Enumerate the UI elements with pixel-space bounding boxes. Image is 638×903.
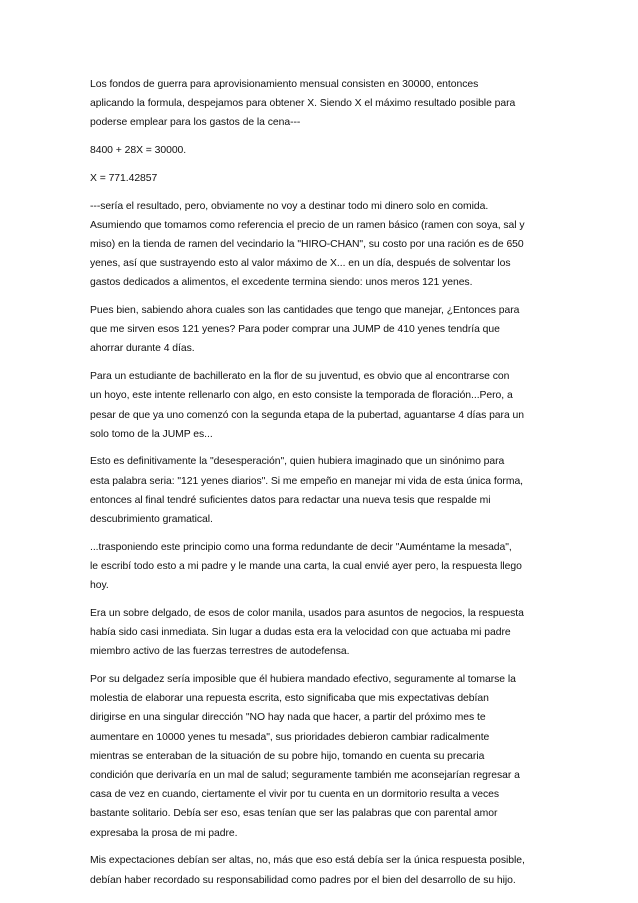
- paragraph: [90, 141, 558, 160]
- text-line: le escribí todo esto a mi padre y le mande una carta, la cual envié ayer pero, la respuesta llego: [90, 560, 522, 572]
- text-line: que me sirven esos 121 yenes? Para poder comprar una JUMP de 410 yenes tendría que: [90, 324, 500, 336]
- text-line: casa de vez en cuando, ciertamente el vivir por tu cuenta en un dormitorio resulta a veces: [90, 789, 500, 801]
- text-line: pesar de que ya uno comenzó con la segunda etapa de la pubertad, aguantarse 4 días para un: [90, 409, 524, 421]
- text-line: hoy.: [90, 580, 109, 592]
- text-line: condición que derivaría en un mal de salud; seguramente también me aconsejarían regresar a: [90, 770, 520, 781]
- text-line: Mis expectaciones debían ser altas, no, más que eso está debía ser la única respuesta posible,: [90, 855, 525, 867]
- text-line: aumentare en 10000 yenes tu mesada", sus prioridades debieron cambiar radicalmente: [90, 731, 490, 743]
- paragraph: [90, 169, 558, 188]
- text-line: entonces al final tendré suficientes datos para redactar una nueva tesis que respalde mi: [90, 494, 491, 506]
- text-line: aplicando la formula, despejamos para obtener X. Siendo X el máximo resultado posible para: [90, 98, 516, 110]
- text-line: molestia de elaborar una repuesta escrita, esto significaba que mis expectativas debían: [90, 693, 489, 705]
- text-line: un hoyo, este intente rellenarlo con algo, en esto consiste la temporada de floración...Pero, a: [90, 390, 513, 402]
- text-line: X = 771.42857: [90, 172, 158, 184]
- text-line: gastos dedicados a alimentos, el excedente termina siendo: unos meros 121 yenes.: [90, 277, 473, 289]
- text-line: debían haber recordado su responsabilidad como padres por el bien del desarrollo de su hijo.: [90, 874, 516, 886]
- text-line: Por su delgadez sería imposible que él hubiera mandado efectivo, seguramente al tomarse la: [90, 673, 516, 685]
- text-line: Para un estudiante de bachillerato en la flor de su juventud, es obvio que al encontrarse con: [90, 371, 510, 383]
- paragraph: [90, 670, 558, 843]
- text-line: Era un sobre delgado, de esos de color manila, usados para asuntos de negocios, la respuesta: [90, 607, 524, 619]
- document-body: [90, 75, 558, 890]
- paragraph: [90, 75, 558, 133]
- text-line: yenes, así que sustrayendo esto al valor máximo de X... en un día, después de solventar los: [90, 258, 511, 270]
- text-line: descubrimiento gramatical.: [90, 514, 213, 526]
- paragraph: [90, 452, 558, 529]
- text-line: bastante solitario. Debía ser eso, esas tenían que ser las palabras que con parental amor: [90, 808, 498, 820]
- text-line: Pues bien, sabiendo ahora cuales son las cantidades que tengo que manejar, ¿Entonces para: [90, 305, 520, 317]
- text-line: dirigirse en una singular dirección "NO hay nada que hacer, a partir del próximo mes te: [90, 712, 486, 724]
- text-line: Asumiendo que tomamos como referencia el precio de un ramen básico (ramen con soya, sal y: [90, 219, 525, 231]
- text-line: mientras se enteraban de la situación de su pobre hijo, tomando en cuenta su precaria: [90, 750, 485, 762]
- text-line: había sido casi inmediata. Sin lugar a dudas esta era la velocidad con que actuaba mi padre: [90, 627, 511, 639]
- text-line: poderse emplear para los gastos de la cena---: [90, 117, 301, 129]
- text-line: miembro activo de las fuerzas terrestres de autodefensa.: [90, 646, 350, 658]
- paragraph: [90, 851, 558, 889]
- text-line: Los fondos de guerra para aprovisionamiento mensual consisten en 30000, entonces: [90, 79, 479, 90]
- text-line: ---sería el resultado, pero, obviamente no voy a destinar todo mi dinero solo en comida.: [90, 200, 489, 212]
- text-line: ...trasponiendo este principio como una forma redundante de decir "Auméntame la mesada",: [90, 541, 512, 553]
- paragraph: [90, 301, 558, 359]
- text-line: Esto es definitivamente la "desesperación", quien hubiera imaginado que un sinónimo para: [90, 456, 505, 468]
- text-line: solo tomo de la JUMP es...: [90, 428, 213, 440]
- text-line: ahorrar durante 4 días.: [90, 343, 195, 355]
- text-line: esta palabra seria: "121 yenes diarios". Si me empeño en manejar mi vida de esta única forma,: [90, 475, 524, 487]
- text-line: 8400 + 28X = 30000.: [90, 145, 187, 157]
- paragraph: [90, 604, 558, 662]
- text-line: miso) en la tienda de ramen del vecindario la "HIRO-CHAN", su costo por una ración es de 650: [90, 238, 524, 250]
- paragraph: [90, 367, 558, 444]
- paragraph: [90, 197, 558, 293]
- text-line: expresaba la prosa de mi padre.: [90, 827, 238, 839]
- paragraph: [90, 538, 558, 596]
